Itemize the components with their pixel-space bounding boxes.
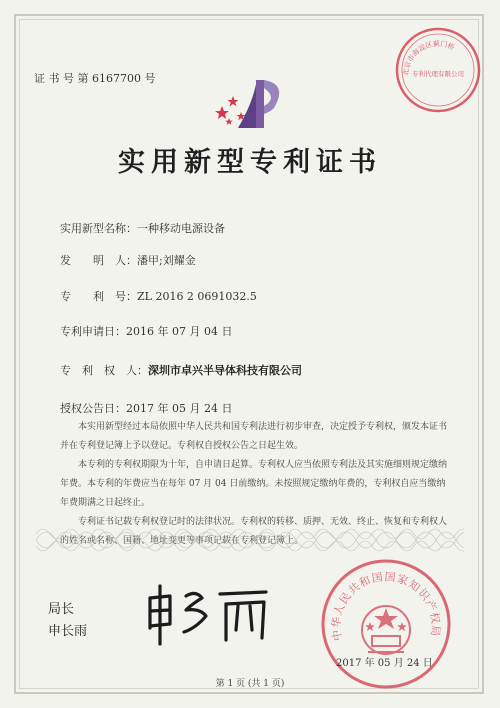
body-paragraph: 专利证书记载专利权登记时的法律状况。专利权的转移、质押、无效、终止、恢复和专利权人的姓名或名称、国籍、地址变更等事项记载在专利登记簿上。 <box>60 517 448 546</box>
field-inventor <box>60 252 196 268</box>
body-paragraph: 本实用新型经过本局依照中华人民共和国专利法进行初步审查，决定授予专利权，颁发本证书并在专利登记簿上予以登记。专利权自授权公告之日起生效。 <box>60 422 448 451</box>
page-number: 第 1 页 (共 1 页) <box>215 679 285 689</box>
seal-top-inner-text: 专利代理有限公司 <box>412 70 464 78</box>
field-value: 一种移动电源设备 <box>137 222 225 235</box>
field-value: ZL 2016 2 0691032.5 <box>137 290 257 303</box>
signatory-title: 局长 <box>48 602 75 617</box>
body-paragraph: 本专利的专利权期限为十年，自申请日起算。专利权人应当依照专利法及其实施细则规定缴纳年费。本专利的年费应当在每年 07 月 04 日前缴纳。未按照规定缴纳年费的，专利权自应当缴纳年费期满之日起终止。 <box>60 460 448 508</box>
field-value: 2017 年 05 月 24 日 <box>126 402 233 415</box>
national-ip-office-seal-icon <box>318 556 454 692</box>
field-application-date <box>60 323 232 339</box>
field-label: 专 利 权 人： <box>60 364 148 377</box>
guilloche-divider <box>36 520 464 560</box>
field-grant-announcement-date <box>60 400 232 416</box>
field-patentee <box>60 362 302 378</box>
seal-top-arc-text: 北京市海淀区蓟门桥 <box>401 39 456 77</box>
seal-main-arc-text: 中华人民共和国国家知识产权局 <box>329 570 443 642</box>
patent-office-logo-icon <box>208 74 298 134</box>
field-value: 2016 年 07 月 04 日 <box>126 325 233 338</box>
field-value: 潘甲;刘耀金 <box>137 254 196 267</box>
field-label: 发 明 人： <box>60 254 137 267</box>
field-label: 授权公告日： <box>60 402 126 415</box>
handwritten-signature <box>140 580 280 650</box>
field-label: 专 利 号： <box>60 290 137 303</box>
field-utility-model-name <box>60 220 225 236</box>
field-label: 专利申请日： <box>60 325 126 338</box>
certificate-number: 证 书 号 第 6167700 号 <box>34 72 156 85</box>
field-value: 深圳市卓兴半导体科技有限公司 <box>148 364 302 377</box>
field-label: 实用新型名称： <box>60 222 137 235</box>
page-title: 实用新型专利证书 <box>118 147 382 178</box>
field-patent-number <box>60 288 257 304</box>
agency-seal-icon <box>392 24 484 116</box>
signatory-name: 申长雨 <box>48 624 88 639</box>
issue-date: 2017 年 05 月 24 日 <box>336 658 433 669</box>
